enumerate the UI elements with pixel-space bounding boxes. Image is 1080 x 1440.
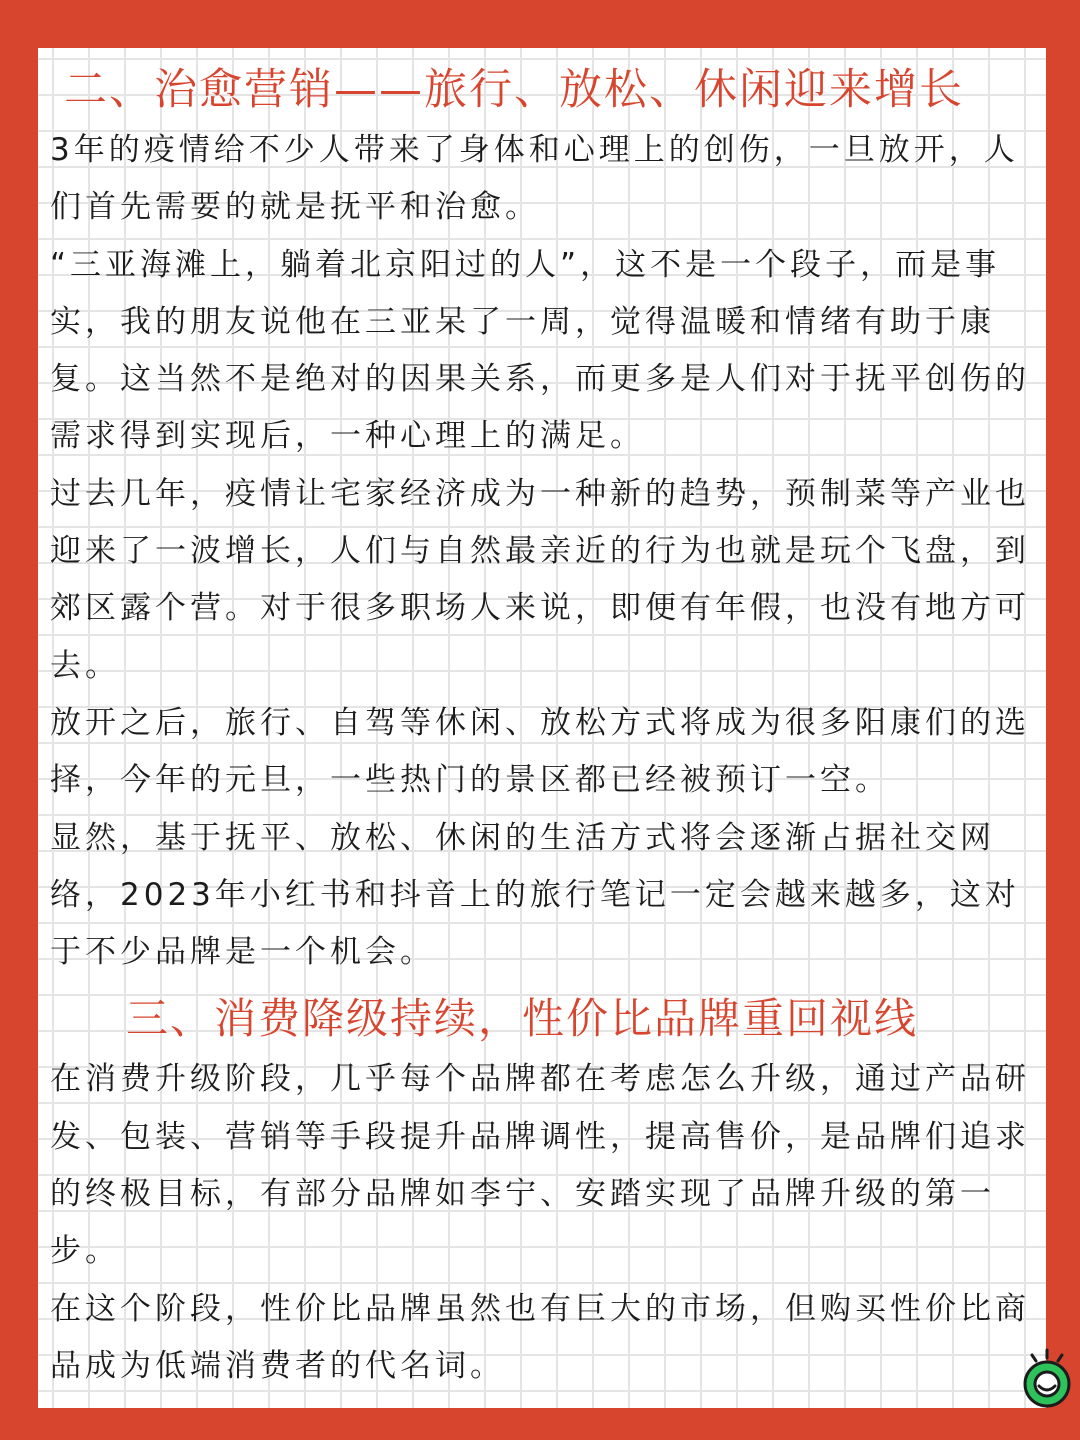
paragraph-value-brands: 在这个阶段，性价比品牌虽然也有巨大的市场，但购买性价比商品成为低端消费者的代名词。 xyxy=(50,1290,1030,1384)
paragraph-sanya-beach: “三亚海滩上，躺着北京阳过的人”，这不是一个段子，而是事实，我的朋友说他在三亚呆了一周，觉得温暖和情绪有助于康复。这当然不是绝对的因果关系，而更多是人们对于抚平创伤的需求得到实现后，一种心理上的满足。 xyxy=(50,246,1030,455)
article-body xyxy=(50,60,1036,1395)
section-heading-consumption-downgrade: 三、消费降级持续，性价比品牌重回视线 xyxy=(126,994,919,1044)
paragraph-pandemic-trauma: 3年的疫情给不少人带来了身体和心理上的创伤，一旦放开，人们首先需要的就是抚平和治愈。 xyxy=(50,132,1019,226)
paragraph-consumption-upgrade: 在消费升级阶段，几乎每个品牌都在考虑怎么升级，通过产品研发、包装、营销等手段提升品牌调性，提高售价，是品牌们追求的终极目标，有部分品牌如李宁、安踏实现了品牌升级的第一步。 xyxy=(50,1061,1030,1270)
smiley-sun-icon xyxy=(1016,1348,1078,1410)
section-heading-healing-marketing: 二、治愈营销——旅行、放松、休闲迎来增长 xyxy=(64,65,964,115)
frame-bottom-edge xyxy=(38,1408,1046,1440)
paragraph-home-economy: 过去几年，疫情让宅家经济成为一种新的趋势，预制菜等产业也迎来了一波增长，人们与自然最亲近的行为也就是玩个飞盘，到郊区露个营。对于很多职场人来说，即便有年假，也没有地方可去。 xyxy=(50,475,1030,684)
paragraph-travel-choice: 放开之后，旅行、自驾等休闲、放松方式将成为很多阳康们的选择，今年的元旦，一些热门的景区都已经被预订一空。 xyxy=(50,704,1030,799)
paragraph-social-network: 显然，基于抚平、放松、休闲的生活方式将会逐渐占据社交网络，2023年小红书和抖音上的旅行笔记一定会越来越多，这对于不少品牌是一个机会。 xyxy=(50,819,1020,971)
grid-paper xyxy=(38,48,1046,1408)
